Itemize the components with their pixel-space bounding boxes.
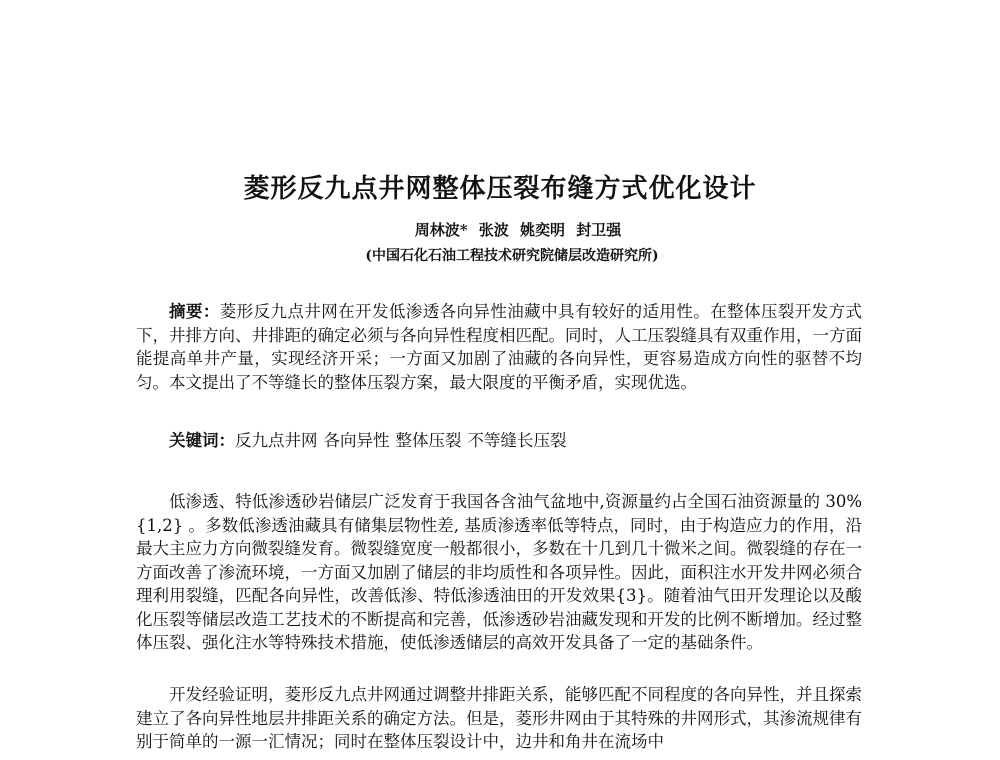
- keywords-label: 关键词：: [169, 431, 235, 450]
- author-list: [0, 220, 1000, 240]
- author-name: 封卫强: [576, 221, 622, 239]
- abstract-section: [136, 300, 862, 394]
- abstract-label: 摘要：: [169, 302, 220, 321]
- author-name: 周林波*: [414, 221, 468, 239]
- paper-title: 菱形反九点井网整体压裂布缝方式优化设计: [243, 174, 757, 204]
- author-name: 姚奕明: [520, 221, 566, 239]
- keywords-section: [136, 429, 862, 453]
- keyword: 不等缝长压裂: [467, 431, 567, 450]
- keyword: 整体压裂: [395, 431, 462, 450]
- body-paragraph: 低渗透、特低渗透砂岩储层广泛发育于我国各含油气盆地中,资源量约占全国石油资源量的 30%{1,2} 。多数低渗透油藏具有储集层物性差, 基质渗透率低等特点，同时，由于构造应力的作用，沿最大主应力方向微裂缝发育。微裂缝宽度一般都很小，多数在十几到几十微米之间。微裂缝的存在一方面改善了渗流环境，一方面又加剧了储层的非均质性和各项异性。因此，面积注水开发井网必须合理利用裂缝，匹配各向异性，改善低渗、特低渗透油田的开发效果{3}。随着油气田开发理论以及酸化压裂等储层改造工艺技术的不断提高和完善，低渗透砂岩油藏发现和开发的比例不断增加。经过整体压裂、强化注水等特殊技术措施，使低渗透储层的高效开发具备了一定的基础条件。: [136, 492, 862, 652]
- author-affiliation: (中国石化石油工程技术研究院储层改造研究所): [365, 248, 659, 264]
- body-paragraph: 开发经验证明，菱形反九点井网通过调整井排距关系，能够匹配不同程度的各向异性，并且探索建立了各向异性地层井排距关系的确定方法。但是，菱形井网由于其特殊的井网形式，其渗流规律有别于简单的一源一汇情况；同时在整体压裂设计中，边井和角井在流场中: [136, 685, 862, 751]
- author-name: 张波: [478, 221, 509, 239]
- keyword: 反九点井网: [235, 431, 318, 450]
- abstract-text: 菱形反九点井网在开发低渗透各向异性油藏中具有较好的适用性。在整体压裂开发方式下，井排方向、井排距的确定必须与各向异性程度相匹配。同时，人工压裂缝具有双重作用，一方面能提高单井产量，实现经济开采；一方面又加剧了油藏的各向异性，更容易造成方向性的驱替不均匀。本文提出了不等缝长的整体压裂方案，最大限度的平衡矛盾，实现优选。: [136, 302, 863, 392]
- keyword: 各向异性: [323, 431, 390, 450]
